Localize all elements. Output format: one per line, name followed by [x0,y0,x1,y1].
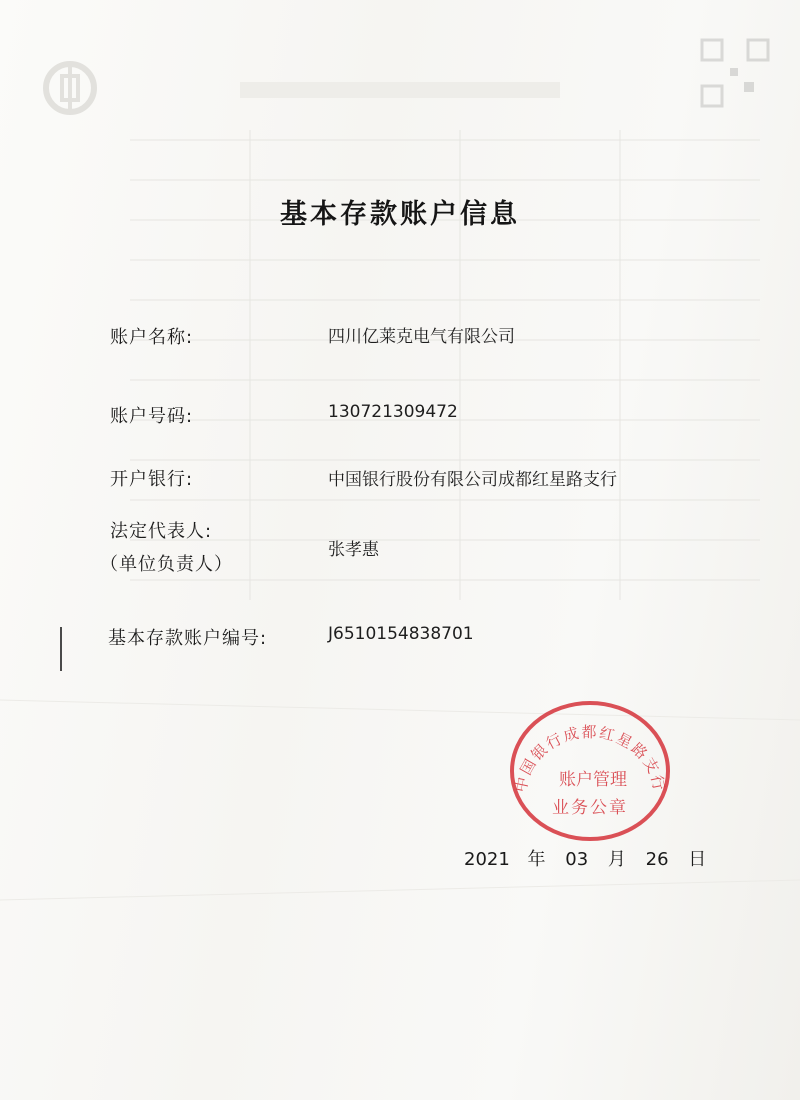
bank-logo-icon [40,58,100,118]
field-value-bank: 中国银行股份有限公司成都红星路支行 [328,470,617,490]
field-label-bank: 开户银行: [110,469,194,490]
field-value-account-name: 四川亿莱克电气有限公司 [328,327,515,347]
field-value-basic-account-id: J6510154838701 [328,624,474,644]
seal-line-2: 业务公章 [552,798,628,818]
date-year-unit: 年 [527,849,546,870]
field-label-account-name: 账户名称: [110,327,194,348]
date-year: 2021 [464,849,510,870]
date-month: 03 [565,849,589,870]
field-label-unit-leader: （单位负责人） [100,554,233,575]
date-day: 26 [645,849,669,870]
seal-outer-text: 中国银行成都红星路支行 [511,723,669,794]
date-day-unit: 日 [688,849,707,870]
qr-code-icon [700,38,770,108]
field-value-account-number: 130721309472 [328,402,458,422]
field-label-account-number: 账户号码: [110,406,194,427]
document-date [464,845,706,871]
document-title: 基本存款账户信息 [280,199,520,230]
field-label-basic-account-id: 基本存款账户编号: [108,628,268,649]
bank-seal-stamp [505,693,675,843]
date-month-unit: 月 [607,849,626,870]
seal-line-1: 账户管理 [559,770,627,790]
margin-pen-mark [60,627,62,671]
field-label-legal-representative: 法定代表人: [110,521,213,542]
field-value-legal-representative: 张孝惠 [328,540,379,560]
